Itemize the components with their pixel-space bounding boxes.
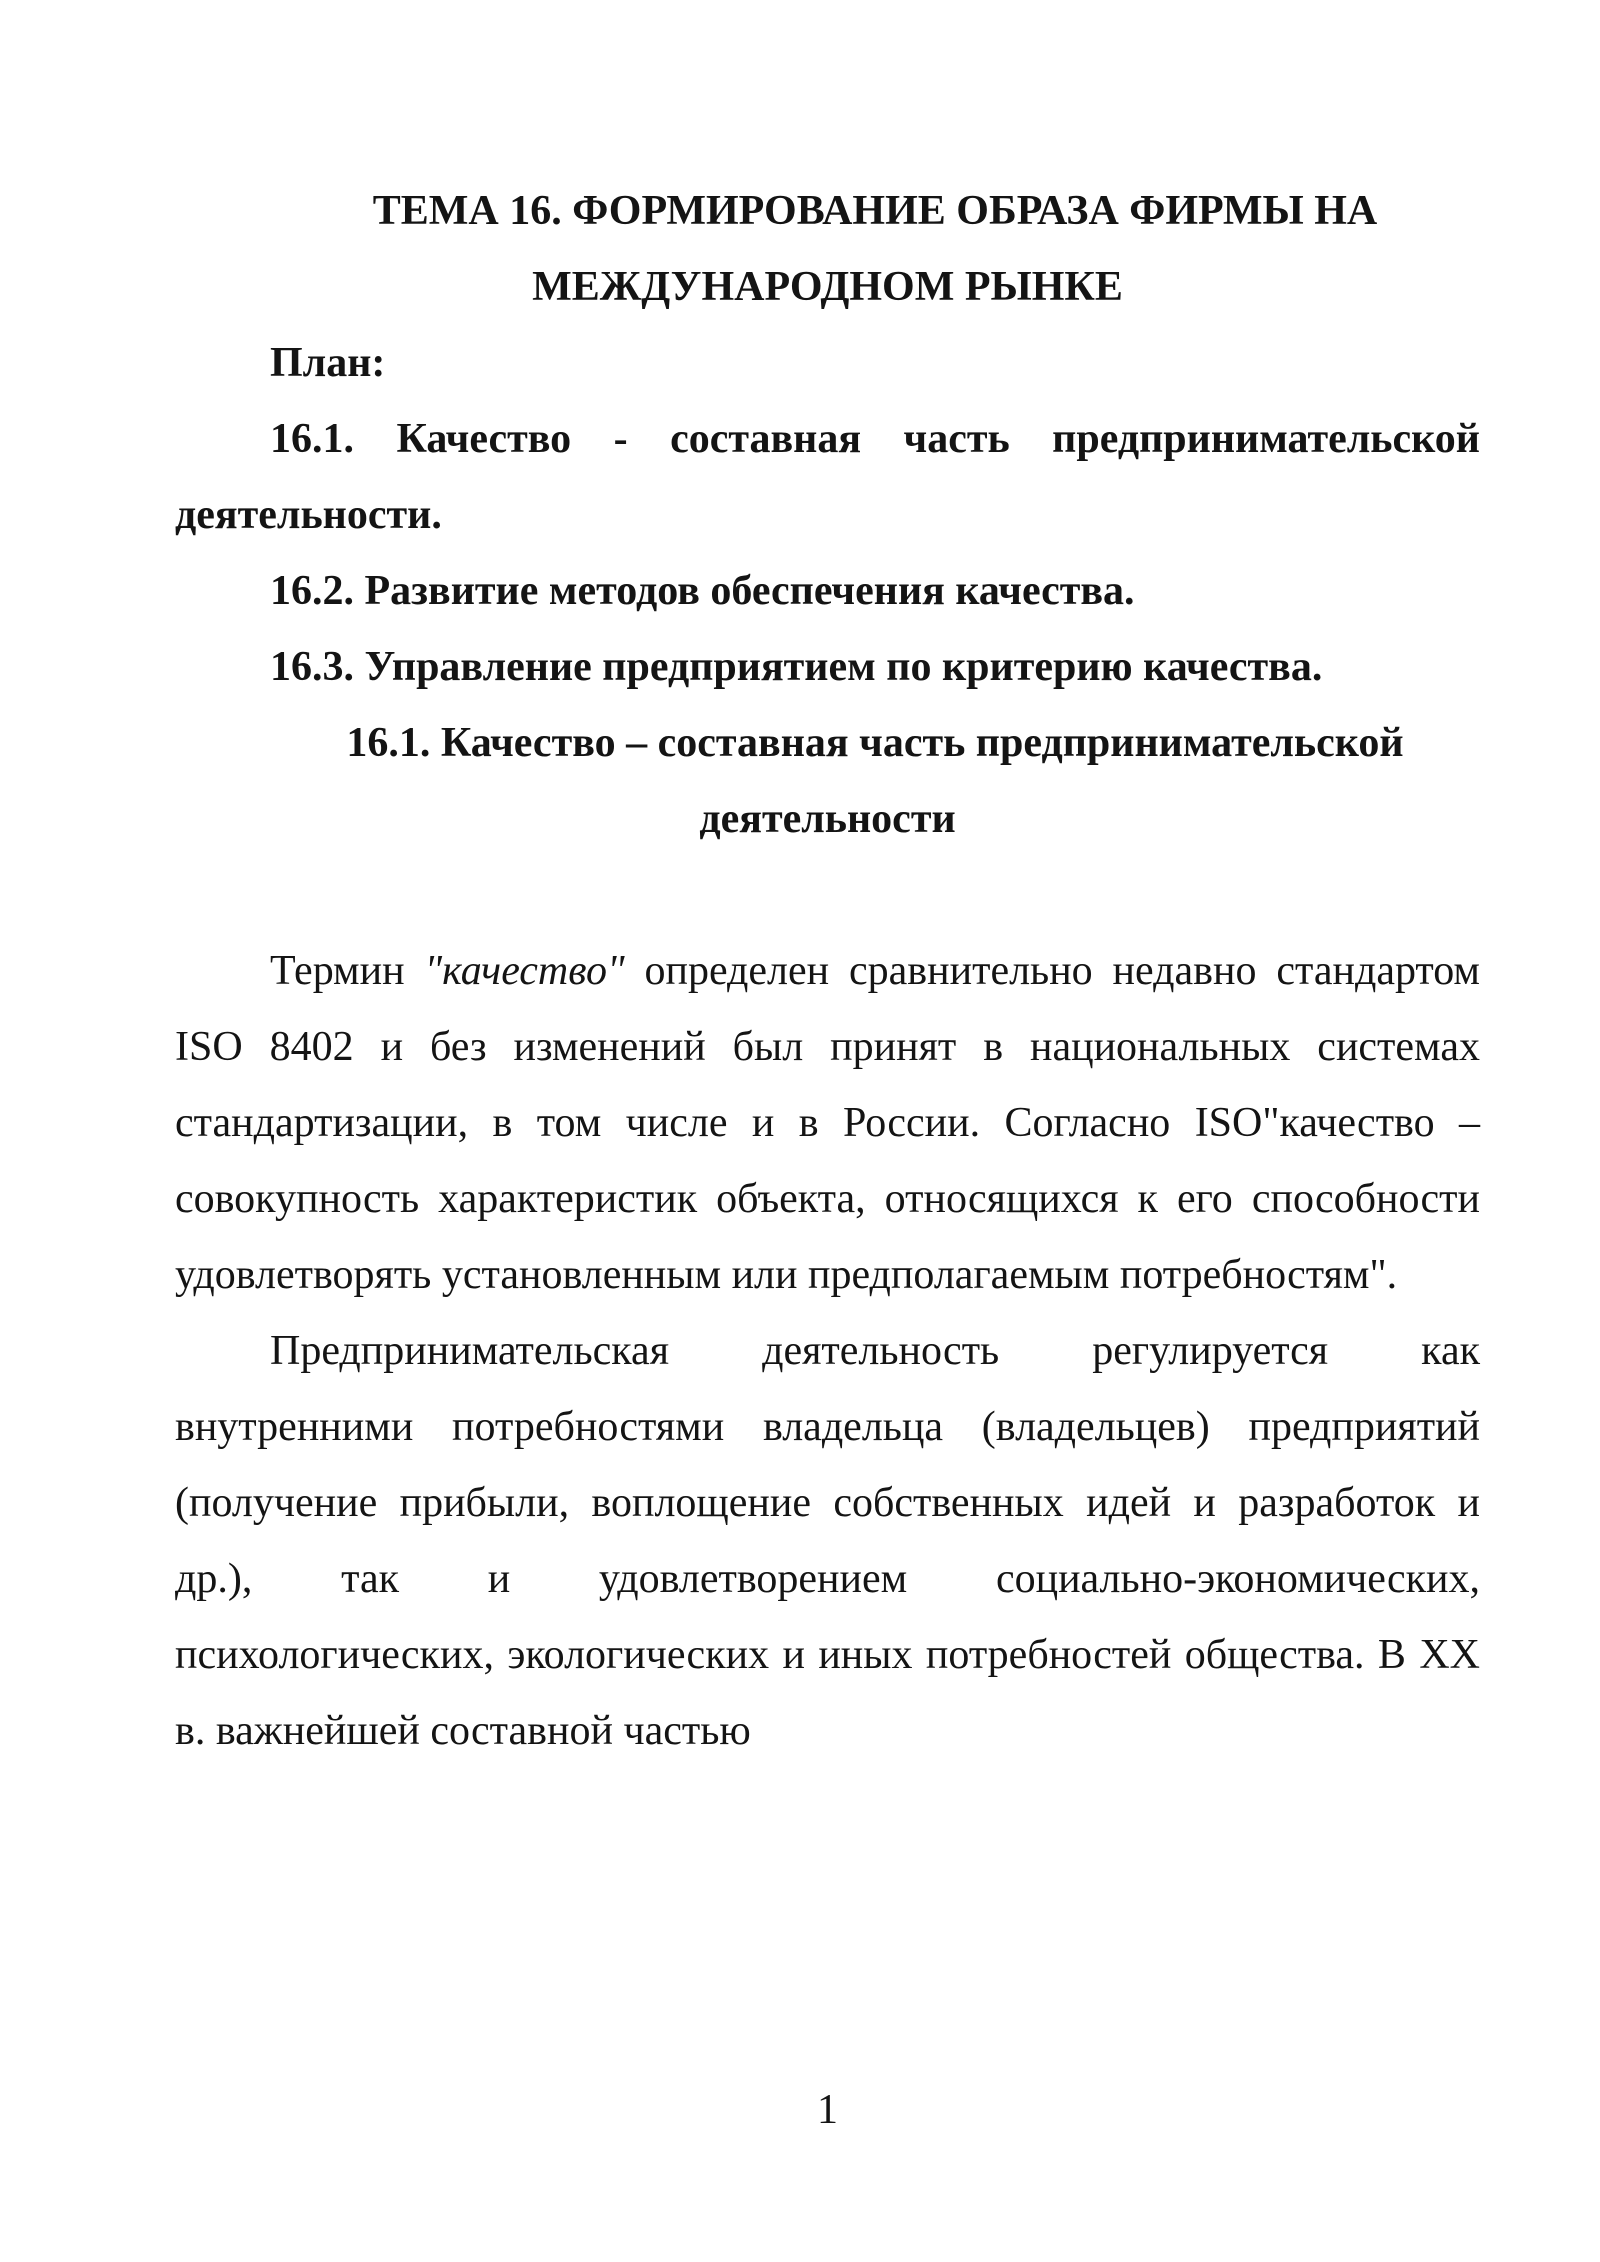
section-heading [175,705,1480,857]
plan-item-3-text: 16.3. Управление предприятием по критерию качества. [270,644,1323,690]
plan-label-text: План: [270,340,386,386]
page-number [175,2072,1480,2148]
document-title [175,173,1480,325]
plan-item-1-text: 16.1. Качество - составная часть предпринимательской деятельности. [175,416,1480,538]
page-number-text: 1 [817,2087,838,2133]
body-paragraph-1 [175,933,1480,1313]
paragraph-2-text: Предпринимательская деятельность регулируется как внутренними потребностями владельца (владельцев) предприятий (получение прибыли, воплощение собственных идей и разработок и др.), так и удовлетворением социально-экономических, психологических, экологических и иных потребностей общества. В XX в. важнейшей составной частью [175,1328,1480,1754]
plan-item-1 [175,401,1480,553]
paragraph-1-rest: определен сравнительно недавно стандартом ISO 8402 и без изменений был принят в национальных системах стандартизации, в том числе и в России. Согласно ISO"качество – совокупность характеристик объекта, относящихся к его способности удовлетворять установленным или предполагаемым потребностям". [175,948,1480,1298]
document-title-line-2: МЕЖДУНАРОДНОМ РЫНКЕ [532,264,1123,310]
paragraph-1-term-quality: "качество" [424,948,625,994]
plan-item-2 [175,553,1480,629]
plan-label [175,325,1480,401]
body-paragraph-2 [175,1313,1480,1769]
section-heading-line-2: деятельности [699,796,956,842]
plan-item-3 [175,629,1480,705]
paragraph-1-prefix: Термин [270,948,425,994]
plan-item-2-text: 16.2. Развитие методов обеспечения качества. [270,568,1135,614]
section-heading-line-1: 16.1. Качество – составная часть предпринимательской [346,720,1404,766]
document-title-line-1: ТЕМА 16. ФОРМИРОВАНИЕ ОБРАЗА ФИРМЫ НА [372,188,1378,234]
